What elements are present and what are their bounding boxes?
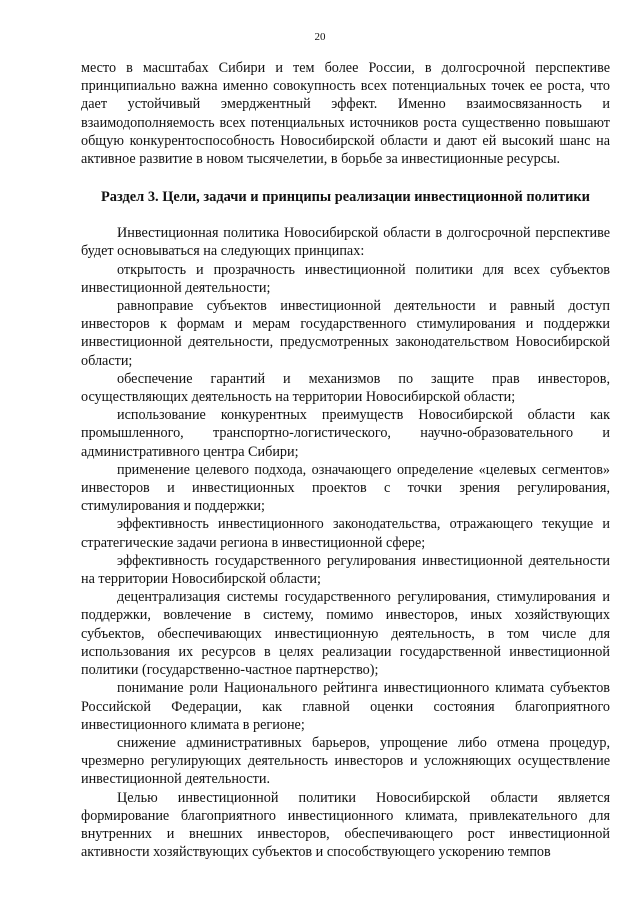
principle-item: децентрализация системы государственного регулирования, стимулирования и поддержки, вовлечение в систему, помимо инвесторов, иных хозяйствующих субъектов, обеспечивающих инвестиционную деятельность, в том числе для использования их ресурсов в целях реализации государственной инвестиционной политики (государственно-частное партнерство);	[81, 589, 610, 679]
principle-item: эффективность инвестиционного законодательства, отражающего текущие и стратегические задачи региона в инвестиционной сфере;	[81, 516, 610, 551]
goal-paragraph: Целью инвестиционной политики Новосибирской области является формирование благоприятного инвестиционного климата, привлекательного для внутренних и внешних инвесторов, обеспечивающего рост инвестиционной активности хозяйствующих субъектов и способствующего ускорению темпов	[81, 789, 610, 861]
principle-item: обеспечение гарантий и механизмов по защите прав инвесторов, осуществляющих деятельность на территории Новосибирской области;	[81, 370, 610, 406]
page-content	[81, 59, 610, 861]
principle-item: применение целевого подхода, означающего определение «целевых сегментов» инвесторов и инвестиционных проектов с точки зрения регулирования, стимулирования и поддержки;	[81, 461, 610, 515]
page-number: 20	[314, 31, 326, 43]
principles-intro: Инвестиционная политика Новосибирской области в долгосрочной перспективе будет основываться на следующих принципах:	[81, 225, 610, 260]
principle-item: использование конкурентных преимуществ Новосибирской области как промышленного, транспортно-логистического, научно-образовательного и административного центра Сибири;	[81, 407, 610, 460]
principle-item: снижение административных барьеров, упрощение либо отмена процедур, чрезмерно регулирующих деятельность инвесторов и усложняющих осуществление инвестиционной деятельности.	[81, 734, 610, 788]
section-heading: Раздел 3. Цели, задачи и принципы реализации инвестиционной политики	[101, 189, 590, 206]
principle-item: эффективность государственного регулирования инвестиционной деятельности на территории Новосибирской области;	[81, 552, 610, 588]
principle-item: равноправие субъектов инвестиционной деятельности и равный доступ инвесторов к формам и мерам государственного стимулирования и поддержки инвестиционной деятельности, предусмотренных законодательством Новосибирской области;	[81, 298, 610, 369]
principle-item: открытость и прозрачность инвестиционной политики для всех субъектов инвестиционной деятельности;	[81, 261, 610, 296]
intro-paragraph: место в масштабах Сибири и тем более России, в долгосрочной перспективе принципиально важна именно совокупность всех потенциальных точек ее роста, что дает устойчивый эмерджентный эффект. Именно взаимосвязанность и взаимодополняемость всех потенциальных источников роста существенно повышают общую конкурентоспособность Новосибирской области и дают ей высокий шанс на активное развитие в новом тысячелетии, в борьбе за инвестиционные ресурсы.	[81, 60, 610, 168]
principle-item: понимание роли Национального рейтинга инвестиционного климата субъектов Российской Федерации, как главной оценки состояния благоприятного инвестиционного климата в регионе;	[81, 680, 610, 733]
